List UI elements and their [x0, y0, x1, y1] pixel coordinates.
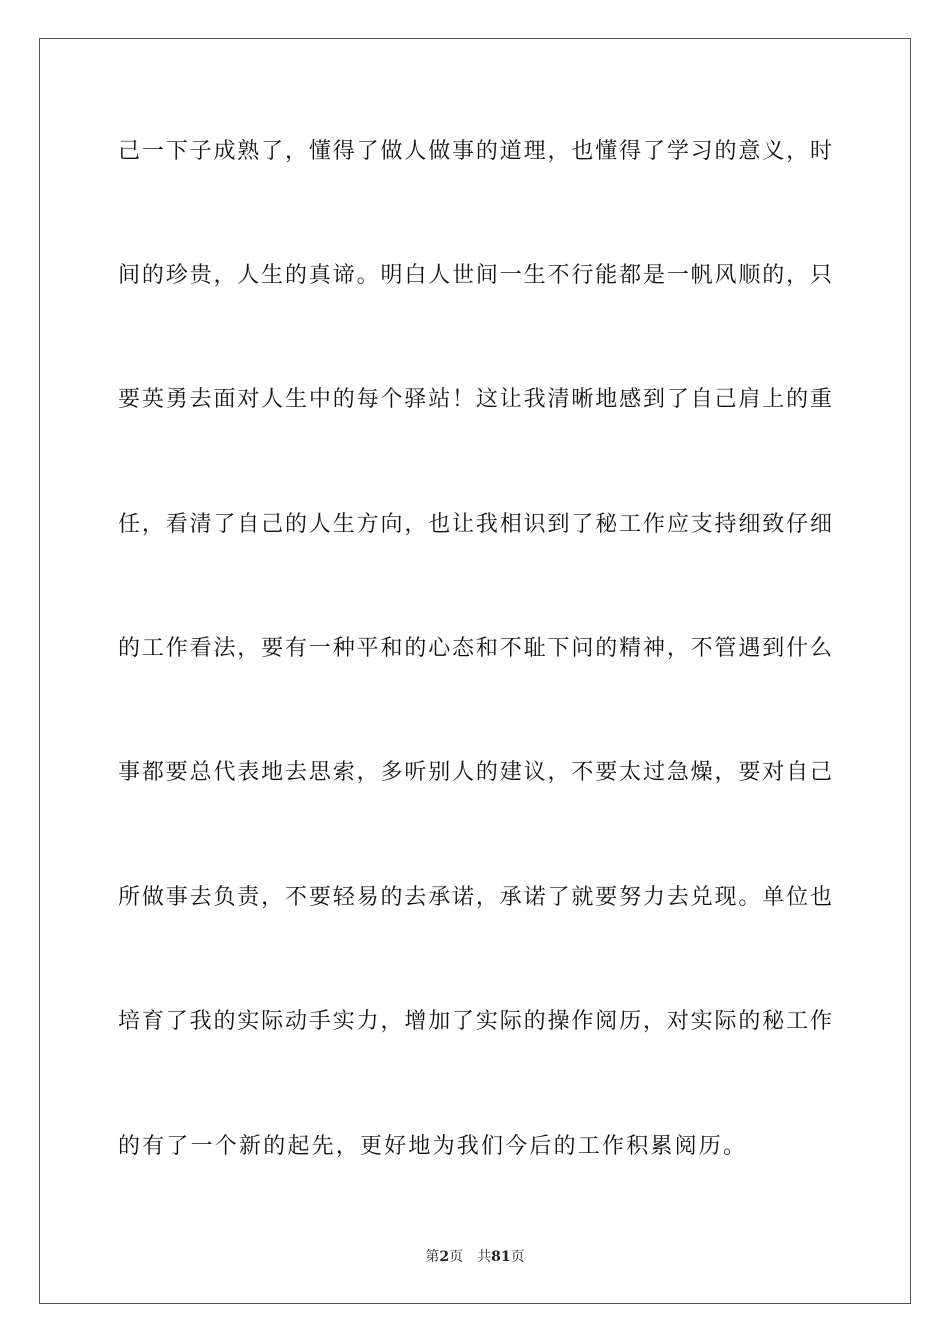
page-prefix: 第: [425, 1249, 440, 1265]
body-line-7: 所做事去负责，不要轻易的去承诺，承诺了就要努力去兑现。单位也: [118, 885, 832, 910]
total-prefix: 共: [477, 1249, 492, 1265]
body-line-3: 要英勇去面对人生中的每个驿站！这让我清晰地感到了自己肩上的重: [118, 387, 832, 412]
body-line-8: 培育了我的实际动手实力，增加了实际的操作阅历，对实际的秘工作: [118, 1009, 832, 1034]
total-pages: 81: [491, 1249, 511, 1265]
body-line-5: 的工作看法，要有一种平和的心态和不耻下问的精神，不管遇到什么: [118, 636, 832, 661]
body-line-1: 己一下子成熟了，懂得了做人做事的道理，也懂得了学习的意义，时: [118, 139, 832, 164]
page-number: 2: [439, 1249, 450, 1265]
body-line-2: 间的珍贵，人生的真谛。明白人世间一生不行能都是一帆风顺的，只: [118, 263, 832, 288]
body-line-6: 事都要总代表地去思索，多听别人的建议，不要太过急燥，要对自己: [118, 760, 832, 785]
page-suffix: 页: [449, 1249, 464, 1265]
page-border: [39, 38, 911, 1304]
body-line-9: 的有了一个新的起先，更好地为我们今后的工作积累阅历。: [118, 1134, 748, 1159]
body-line-4: 任，看清了自己的人生方向，也让我相识到了秘工作应支持细致仔细: [118, 512, 832, 537]
total-suffix: 页: [510, 1249, 525, 1265]
page-footer: [0, 1248, 950, 1266]
